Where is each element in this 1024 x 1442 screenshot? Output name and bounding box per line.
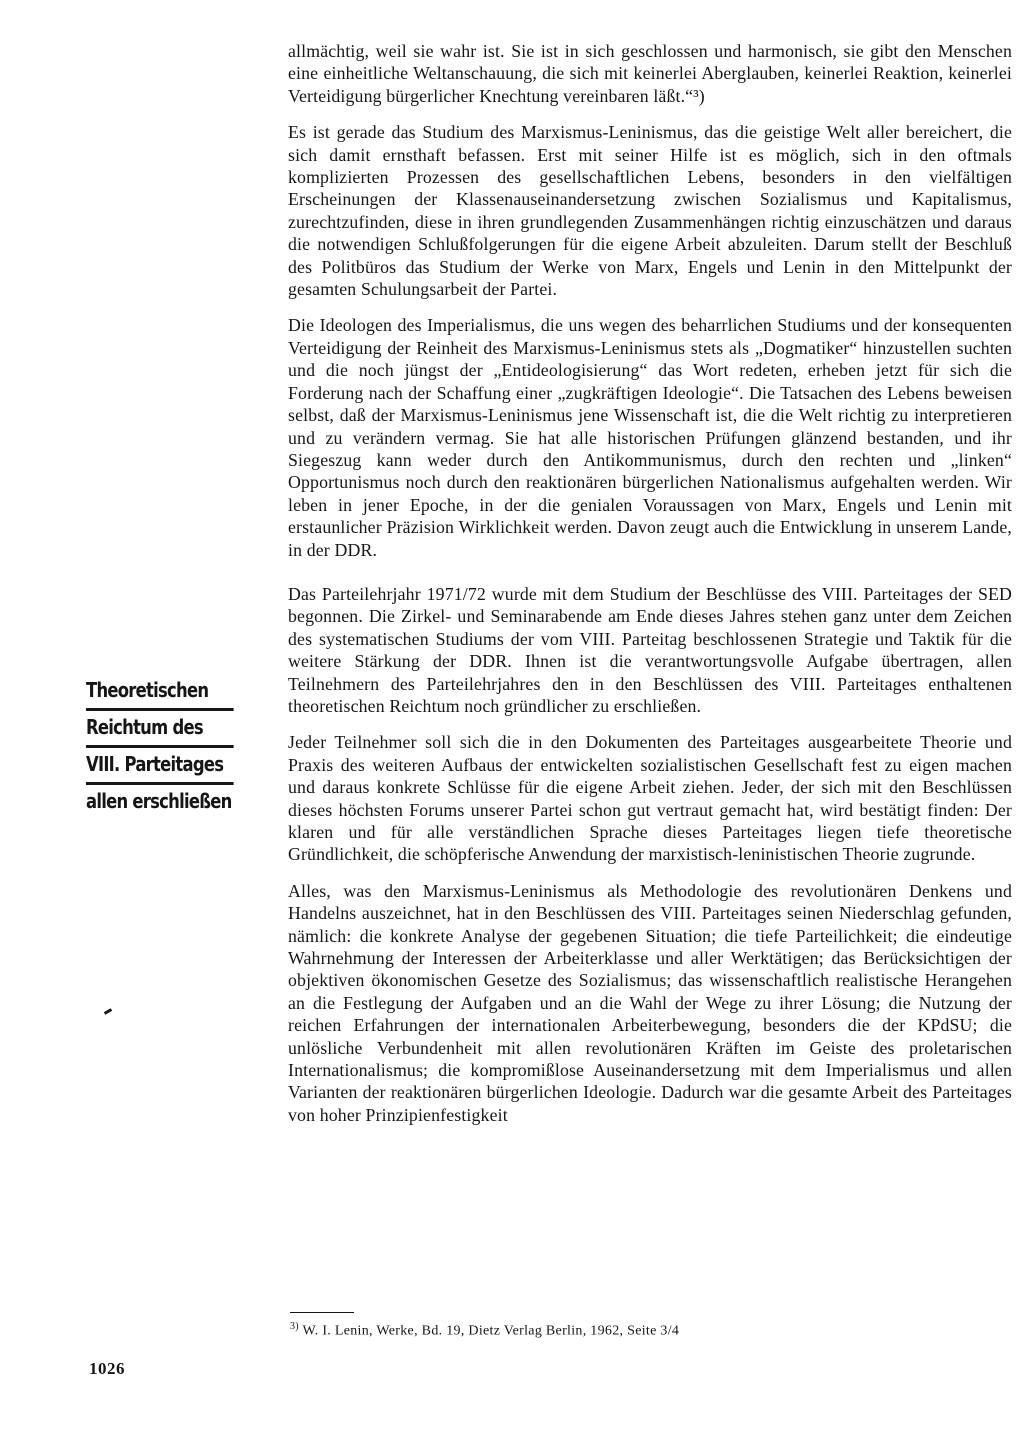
footnote [290,1318,679,1341]
sidebar-heading-line: VIII. Parteitages [86,752,234,785]
paragraph-4: Das Parteilehrjahr 1971/72 wurde mit dem Studium der Beschlüsse des VIII. Parteitages der SED begonnen. Die Zirkel- und Seminarabende am Ende dieses Jahres stehen ganz unter dem Zeichen des systematischen Studiums der vom VIII. Parteitag beschlossenen Strategie und Taktik für die weitere Stärkung der DDR. Ihnen ist die verantwortungsvolle Aufgabe übertragen, allen Teilnehmern des Parteilehrjahres den in den Beschlüssen des VIII. Parteitages enthaltenen theoretischen Reichtum noch gründlicher zu erschließen. [288,583,1012,716]
paragraph-5: Jeder Teilnehmer soll sich die in den Dokumenten des Parteitages ausgearbeitete Theorie und Praxis des weiteren Aufbaus der entwickelten sozialistischen Gesellschaft fest zu eigen machen und daraus konkrete Schlüsse für die eigene Arbeit ziehen. Jeder, der sich mit den Beschlüssen dieses höchsten Forums unserer Partei schon gut vertraut gemacht hat, wird bestätigt finden: Der klaren und für alle verständlichen Sprache dieses Parteitages liegen tiefe theoretische Gründlichkeit, die schöpferische Anwendung der marxistisch-leninistischen Theorie zugrunde. [288,732,1012,865]
sidebar-heading-line: allen erschließen [86,789,232,813]
footnote-divider [290,1312,354,1313]
margin-mark [104,1008,112,1015]
sidebar-heading-line: Reichtum des [86,715,234,748]
paragraph-2: Es ist gerade das Studium des Marxismus-Leninismus, das die geistige Welt aller bereichert, die sich damit ernsthaft befassen. Erst mit seiner Hilfe ist es möglich, sich in den oftmals komplizierten Prozessen des gesellschaftlichen Lebens, besonders in den vielfältigen Erscheinungen der Klassenauseinandersetzung zwischen Sozialismus und Kapitalismus, zurechtzufinden, diese in ihren grundlegenden Zusammenhängen richtig einzuschätzen und daraus die notwendigen Schlußfolgerungen für die eigene Arbeit abzuleiten. Darum stellt der Beschluß des Politbüros das Studium der Werke von Marx, Engels und Lenin in den Mittelpunkt der gesamten Schulungsarbeit der Partei. [288,122,1012,300]
sidebar-heading-line: Theoretischen [86,678,234,711]
section-gap [288,575,1012,583]
sidebar-heading [86,678,266,823]
footnote-marker: 3) [290,1321,299,1332]
paragraph-6: Alles, was den Marxismus-Leninismus als Methodologie des revolutionären Denkens und Handelns auszeichnet, hat in den Beschlüssen des VIII. Parteitages seinen Niederschlag gefunden, nämlich: die konkrete Analyse der gegebenen Situation; die tiefe Parteilichkeit; die eindeutige Wahrnehmung der Interessen der Arbeiterklasse und aller Werktätigen; das Berücksichtigen der objektiven ökonomischen Gesetze des Sozialismus; das wissenschaftlich realistische Herangehen an die Festlegung der Aufgaben und an die Wahl der Wege zu ihrer Lösung; die Nutzung der reichen Erfahrungen der internationalen Arbeiterbewegung, besonders die der KPdSU; die unlösliche Verbundenheit mit allen revolutionären Kräften im Geiste des proletarischen Internationalismus; die kompromißlose Auseinandersetzung mit dem Imperialismus und allen Varianten der reaktionären bürgerlichen Ideologie. Dadurch war die gesamte Arbeit des Parteitages von hoher Prinzipienfestigkeit [288,880,1012,1125]
footnote-text: W. I. Lenin, Werke, Bd. 19, Dietz Verlag Berlin, 1962, Seite 3/4 [302,1323,680,1339]
main-text-column [288,40,1012,1140]
page-number: 1026 [89,1359,125,1378]
paragraph-1: allmächtig, weil sie wahr ist. Sie ist in sich geschlossen und harmonisch, sie gibt den Menschen eine einheitliche Weltanschauung, die sich mit keinerlei Aberglauben, keinerlei Reaktion, keinerlei Verteidigung bürgerlicher Knechtung vereinbaren läßt.“³) [288,41,1012,106]
paragraph-3: Die Ideologen des Imperialismus, die uns wegen des beharrlichen Studiums und der konsequenten Verteidigung der Reinheit des Marxismus-Leninismus stets als „Dogmatiker“ hinzustellen suchten und die noch jüngst der „Entideologisierung“ das Wort redeten, erheben jetzt für sich die Forderung nach der Schaffung einer „zugkräftigen Ideologie“. Die Tatsachen des Lebens beweisen selbst, daß der Marxismus-Leninismus jene Wissenschaft ist, die die Welt richtig zu interpretieren und zu verändern vermag. Sie hat alle historischen Prüfungen glänzend bestanden, und ihr Siegeszug kann weder durch den Antikommunismus, durch den rechten und „linken“ Opportunismus noch durch den reaktionären bürgerlichen Nationalismus aufgehalten werden. Wir leben in jener Epoche, in der die genialen Voraussagen von Marx, Engels und Lenin mit erstaunlicher Präzision Wirklichkeit werden. Davon zeugt auch die Entwicklung in unserem Lande, in der DDR. [288,315,1012,560]
